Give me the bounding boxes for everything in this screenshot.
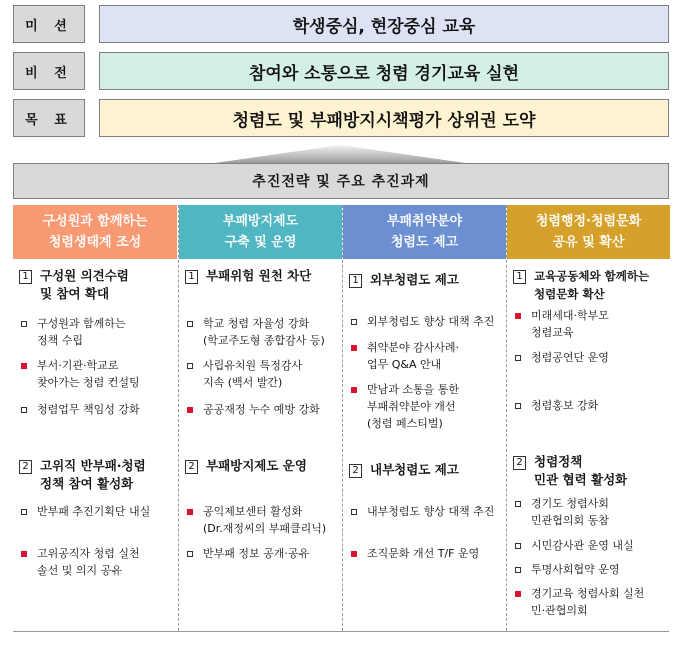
list-item: 청렴홍보 강화 <box>513 397 668 414</box>
strategy-grid <box>13 205 669 631</box>
section-title: 2 청렴정책 민관 협력 활성화 <box>513 453 666 489</box>
list-item: 외부청렴도 향상 대책 추진 <box>349 313 504 330</box>
column-body-4 <box>507 259 670 617</box>
section-title: 1 외부청렴도 제고 <box>349 271 502 289</box>
hollow-square-bullet-icon <box>187 363 193 369</box>
number-box-icon: 2 <box>513 456 526 470</box>
list-item: 반부패 정보 공개·공유 <box>185 545 340 562</box>
down-arrow-shape <box>215 143 465 163</box>
vision-label: 비 전 <box>13 52 85 90</box>
column-header-1: 구성원과 함께하는 청렴생태계 조성 <box>13 205 177 259</box>
list-item: 경기교육 청렴사회 실천 민·관협의회 <box>513 585 668 619</box>
list-item: 공익제보센터 활성화 (Dr.재정씨의 부패클리닉) <box>185 503 340 537</box>
hollow-square-bullet-icon <box>515 543 521 549</box>
mission-row <box>13 5 669 43</box>
list-item: 만남과 소통을 통한 부패취약분야 개선 (청렴 페스티벌) <box>349 381 504 432</box>
red-square-bullet-icon <box>515 313 521 319</box>
section-title: 2 고위직 반부패·청렴 정책 참여 활성화 <box>19 457 173 493</box>
number-box-icon: 1 <box>349 274 362 288</box>
strategy-title: 추진전략 및 주요 추진과제 <box>13 163 669 199</box>
red-square-bullet-icon <box>351 387 357 393</box>
mission-label: 미 션 <box>13 5 85 43</box>
hollow-square-bullet-icon <box>21 407 27 413</box>
vision-row <box>13 52 669 90</box>
list-item: 구성원과 함께하는 정책 수립 <box>19 315 175 349</box>
list-item: 학교 청렴 자율성 강화 (학교주도형 종합감사 등) <box>185 315 340 349</box>
hollow-square-bullet-icon <box>187 321 193 327</box>
column-header-3: 부패취약분야 청렴도 제고 <box>343 205 506 259</box>
red-square-bullet-icon <box>187 407 193 413</box>
list-item: 조직문화 개선 T/F 운영 <box>349 545 504 562</box>
section-title: 1 구성원 의견수렴 및 참여 확대 <box>19 267 173 303</box>
goal-row <box>13 99 669 137</box>
mission-value: 학생중심, 현장중심 교육 <box>99 5 669 43</box>
hollow-square-bullet-icon <box>21 509 27 515</box>
strategy-column-4 <box>506 205 670 631</box>
goal-value: 청렴도 및 부패방지시책평가 상위권 도약 <box>99 99 669 137</box>
number-box-icon: 1 <box>513 270 526 284</box>
hollow-square-bullet-icon <box>515 403 521 409</box>
red-square-bullet-icon <box>21 363 27 369</box>
hollow-square-bullet-icon <box>515 501 521 507</box>
strategy-column-3 <box>342 205 506 631</box>
list-item: 취약분야 감사사례· 업무 Q&A 안내 <box>349 339 504 373</box>
list-item: 경기도 청렴사회 민관협의회 동참 <box>513 495 668 529</box>
list-item: 고위공직자 청렴 실천 솔선 및 의지 공유 <box>19 545 175 579</box>
hollow-square-bullet-icon <box>21 321 27 327</box>
list-item: 시민감사관 운영 내실 <box>513 537 668 554</box>
list-item: 청렴공연단 운영 <box>513 349 668 366</box>
list-item: 내부청렴도 향상 대책 추진 <box>349 503 504 520</box>
section-title: 1 교육공동체와 함께하는 청렴문화 확산 <box>513 267 666 303</box>
list-item: 청렴업무 책임성 강화 <box>19 401 175 418</box>
table-bottom-rule <box>13 631 669 632</box>
number-box-icon: 2 <box>185 460 198 474</box>
column-header-4: 청렴행정·청렴문화 공유 및 확산 <box>507 205 670 259</box>
number-box-icon: 1 <box>19 270 32 284</box>
strategy-column-1 <box>13 205 177 631</box>
red-square-bullet-icon <box>351 345 357 351</box>
section-title: 2 내부청렴도 제고 <box>349 461 502 479</box>
goal-label: 목 표 <box>13 99 85 137</box>
list-item: 사립유치원 특정감사 지속 (백서 발간) <box>185 357 340 391</box>
hollow-square-bullet-icon <box>515 567 521 573</box>
column-header-2: 부패방지제도 구축 및 운영 <box>179 205 342 259</box>
column-body-3 <box>343 259 506 560</box>
number-box-icon: 1 <box>185 270 198 284</box>
red-square-bullet-icon <box>187 509 193 515</box>
hollow-square-bullet-icon <box>187 551 193 557</box>
strategy-column-2 <box>178 205 342 631</box>
hollow-square-bullet-icon <box>351 319 357 325</box>
column-body-2 <box>179 259 342 560</box>
list-item: 부서·기관·학교로 찾아가는 청렴 컨설팅 <box>19 357 175 391</box>
section-title: 2 부패방지제도 운영 <box>185 457 338 475</box>
number-box-icon: 2 <box>349 464 362 478</box>
hollow-square-bullet-icon <box>351 509 357 515</box>
number-box-icon: 2 <box>19 460 32 474</box>
list-item: 투명사회협약 운영 <box>513 561 668 578</box>
list-item: 공공재정 누수 예방 강화 <box>185 401 340 418</box>
red-square-bullet-icon <box>21 551 27 557</box>
list-item: 반부패 추진기획단 내실 <box>19 503 175 520</box>
list-item: 미래세대·학부모 청렴교육 <box>513 307 668 341</box>
column-body-1 <box>13 259 177 577</box>
red-square-bullet-icon <box>515 591 521 597</box>
section-title: 1 부패위험 원천 차단 <box>185 267 338 285</box>
vision-value: 참여와 소통으로 청렴 경기교육 실현 <box>99 52 669 90</box>
red-square-bullet-icon <box>351 551 357 557</box>
hollow-square-bullet-icon <box>515 355 521 361</box>
